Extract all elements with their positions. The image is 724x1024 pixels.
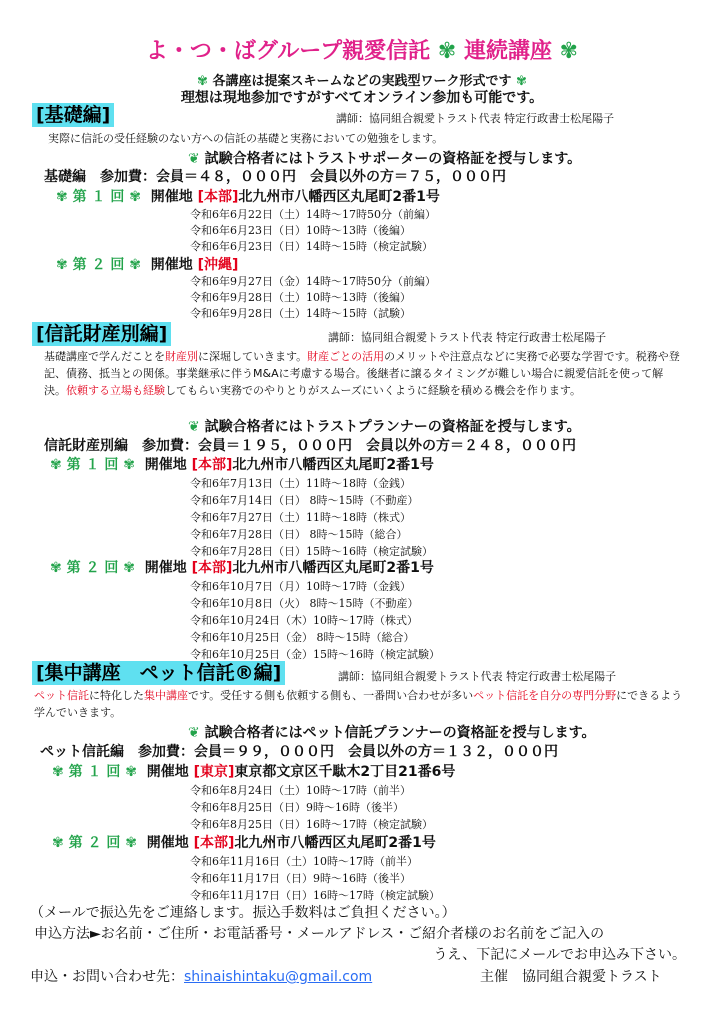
session-2: ✾ 第 ２ 回 ✾ 開催地 [沖縄] <box>56 257 239 273</box>
certificate-note: ❦ 試験合格者にはペット信託プランナーの資格証を授与します。 <box>188 725 596 741</box>
organizer: 主催 協同組合親愛トラスト <box>480 969 662 985</box>
section-heading-pet: [集中講座 ペット信託®編] <box>32 661 285 685</box>
clover-icon: ✾ <box>516 74 527 89</box>
clover-icon: ✾ <box>123 560 135 576</box>
clover-icon: ✾ <box>50 457 62 473</box>
session-2: ✾ 第 ２ 回 ✾ 開催地 [本部]北九州市八幡西区丸尾町2番1号 <box>52 835 436 851</box>
session-date: 令和6年11月16日（土）10時～17時（前半） <box>190 855 418 868</box>
session-date: 令和6年7月27日（土）11時～18時（株式） <box>190 511 411 524</box>
lecturer: 講師：協同組合親愛トラスト代表 特定行政書士松尾陽子 <box>338 670 617 683</box>
clover-icon: ✾ <box>125 835 137 851</box>
clover-icon: ✾ <box>559 39 579 64</box>
clover-icon: ✾ <box>125 764 137 780</box>
session-date: 令和6年7月28日（日）15時～16時（検定試験） <box>190 545 433 558</box>
clover-icon: ✾ <box>129 189 141 205</box>
session-1: ✾ 第 １ 回 ✾ 開催地 [東京]東京都文京区千駄木2丁目21番6号 <box>52 764 456 780</box>
contact-label: 申込・お問い合わせ先： <box>30 969 184 985</box>
clover-icon: ✾ <box>197 74 208 89</box>
contact-line <box>30 966 372 986</box>
session-date: 令和6年8月25日（日）16時～17時（検定試験） <box>190 818 433 831</box>
session-date: 令和6年9月27日（金）14時～17時50分（前編） <box>190 275 436 288</box>
section-heading-asset: [信託財産別編] <box>32 322 171 346</box>
clover-icon: ✾ <box>52 764 64 780</box>
fee-line: ペット信託編 参加費：会員＝９９，０００円 会員以外の方＝１３２，０００円 <box>40 744 558 760</box>
clover-icon: ✾ <box>50 560 62 576</box>
session-date: 令和6年9月28日（土）10時～13時（後編） <box>190 291 411 304</box>
leaf-icon: ❦ <box>188 725 200 741</box>
title-main: よ・つ・ばグループ親愛信託 <box>145 39 431 64</box>
session-date: 令和6年7月28日（日） 8時～15時（総合） <box>190 528 408 541</box>
fee-line: 信託財産別編 参加費：会員＝１９５，０００円 会員以外の方＝２４８，０００円 <box>44 438 576 454</box>
certificate-note: ❦ 試験合格者にはトラストサポーターの資格証を授与します。 <box>188 151 582 167</box>
section-description: 実際に信託の受任経験のない方への信託の基礎と実務においての勉強をします。 <box>48 132 444 145</box>
session-date: 令和6年8月25日（日）9時～16時（後半） <box>190 801 404 814</box>
session-date: 令和6年10月24日（木）10時～17時（株式） <box>190 614 418 627</box>
clover-icon: ✾ <box>123 457 135 473</box>
lecturer: 講師：協同組合親愛トラスト代表 特定行政書士松尾陽子 <box>336 112 615 125</box>
subtitle-online: 理想は現地参加ですがすべてオンライン参加も可能です。 <box>180 90 544 106</box>
session-date: 令和6年10月7日（月）10時～17時（金銭） <box>190 580 411 593</box>
payment-note: （メールで振込先をご連絡します。振込手数料はご負担ください。） <box>30 905 456 921</box>
leaf-icon: ❦ <box>188 419 200 435</box>
session-date: 令和6年11月17日（日）9時～16時（後半） <box>190 872 411 885</box>
section-description: ペット信託に特化した集中講座です。受任する側も依頼する側も、一番問い合わせが多いペット信託を自分の専門分野にできるよう学んでいきます。 <box>34 689 683 719</box>
session-date: 令和6年6月23日（日）14時～15時（検定試験） <box>190 240 433 253</box>
session-date: 令和6年6月22日（土）14時～17時50分（前編） <box>190 208 436 221</box>
clover-icon: ✾ <box>437 39 457 64</box>
apply-method: 申込方法►お名前・ご住所・お電話番号・メールアドレス・ご紹介者様のお名前をご記入の <box>34 926 605 942</box>
certificate-note: ❦ 試験合格者にはトラストプランナーの資格証を授与します。 <box>188 419 581 435</box>
title-series: 連続講座 <box>463 39 552 64</box>
clover-icon: ✾ <box>129 257 141 273</box>
contact-email-link[interactable]: shinaishintaku@gmail.com <box>184 969 373 985</box>
session-date: 令和6年11月17日（日）16時～17時（検定試験） <box>190 889 440 902</box>
session-date: 令和6年7月13日（土）11時～18時（金銭） <box>190 477 411 490</box>
session-date: 令和6年10月25日（金）15時～16時（検定試験） <box>190 648 440 661</box>
clover-icon: ✾ <box>56 189 68 205</box>
session-date: 令和6年9月28日（土）14時～15時（試験） <box>190 307 411 320</box>
lecturer: 講師：協同組合親愛トラスト代表 特定行政書士松尾陽子 <box>328 331 607 344</box>
session-date: 令和6年10月25日（金） 8時～15時（総合） <box>190 631 415 644</box>
apply-method-cont: うえ、下記にメールでお申込み下さい。 <box>433 947 686 963</box>
session-date: 令和6年10月8日（火） 8時～15時（不動産） <box>190 597 419 610</box>
leaf-icon: ❦ <box>188 151 200 167</box>
fee-line: 基礎編 参加費：会員＝４８，０００円 会員以外の方＝７５，０００円 <box>44 169 506 185</box>
session-date: 令和6年6月23日（日）10時～13時（後編） <box>190 224 411 237</box>
section-heading-basic: [基礎編] <box>32 103 114 127</box>
session-2: ✾ 第 ２ 回 ✾ 開催地 [本部]北九州市八幡西区丸尾町2番1号 <box>50 560 434 576</box>
session-date: 令和6年8月24日（土）10時～17時（前半） <box>190 784 411 797</box>
clover-icon: ✾ <box>52 835 64 851</box>
session-1: ✾ 第 １ 回 ✾ 開催地 [本部]北九州市八幡西区丸尾町2番1号 <box>50 457 434 473</box>
session-date: 令和6年7月14日（日） 8時～15時（不動産） <box>190 494 419 507</box>
page-title <box>0 34 724 65</box>
subtitle-workshop: ✾ 各講座は提案スキームなどの実践型ワーク形式です ✾ <box>197 74 527 89</box>
session-1: ✾ 第 １ 回 ✾ 開催地 [本部]北九州市八幡西区丸尾町2番1号 <box>56 189 440 205</box>
section-description: 基礎講座で学んだことを財産別に深堀していきます。財産ごとの活用のメリットや注意点などに実務で必要な学習です。税務や登記、債務、抵当との関係。事業継承に伴うM&Aに考慮する場合。後継者に譲るタイミングが難しい場合に親愛信託を使って解決。依頼する立場も経験してもらい実務でのやりとりがスムーズにいくように経験を積める機会を作ります。 <box>44 350 680 397</box>
clover-icon: ✾ <box>56 257 68 273</box>
